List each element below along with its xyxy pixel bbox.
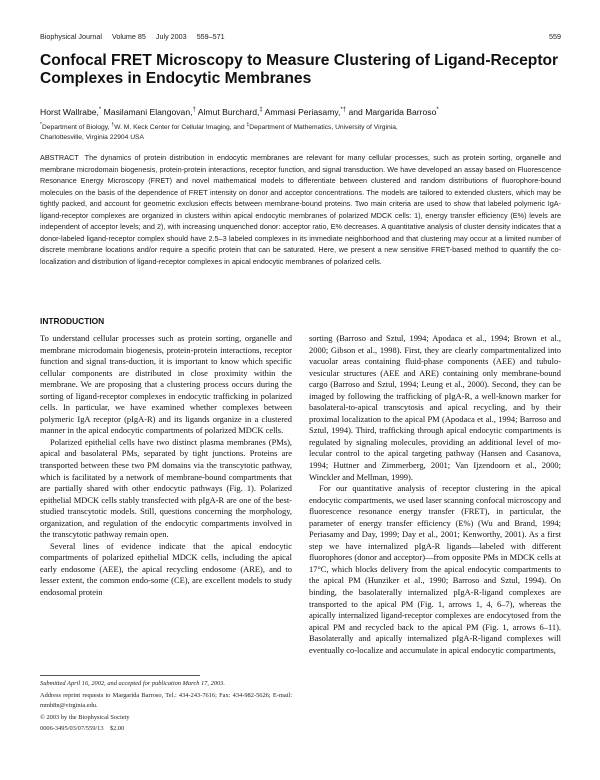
author-list	[40, 107, 570, 117]
paragraph: Polarized epithelial cells have two distinct plasma membranes (PMs), apical and basolateral PMs, separated by tight junctions. Proteins are transported between these two PM domains via the transcytotic pathway, which is facilitated by a network of membrane-bound compartments that are partially shared with other endocytic pathways (Fig. 1). Polarized epithelial MDCK cells stably transfected with pIgA-R are one of the best-studied transcytotic models. Still, questions concerning the morphology, organization, and regulation of the endocytic compartments involved in the transcytotic pathway remain open.	[40, 436, 292, 540]
author: Horst Wallrabe,*	[40, 107, 102, 117]
abstract-text: The dynamics of protein distribution in endocytic membranes are relevant for many cellular processes, such as protein sorting, organelle and membrane microdomain biogenesis, protein-protein interactions, receptor function, and signal transduction. We have developed an assay based on Fluorescence Resonance Energy Microscopy (FRET) and novel mathematical models to differentiate between clustered and random distributions of fluorophore-bound molecules on the basis of the dependence of FRET intensity on donor and acceptor concentrations. The models are tailored to extended clusters, which may be tightly packed, and account for geometric exclusion effects between membrane-bound proteins. Two main criteria are used to show that labeled polymeric IgA-ligand-receptor complexes are organized in clusters within apical endocytic membranes of polarized MDCK cells: 1), energy transfer efficiency (E%) levels are independent of acceptor levels; and 2), with increasing unquenched donor: acceptor ratio, E% decreases. A quantitative analysis of cluster density indicates that a donor-labeled ligand-receptor complex should have 2.5–3 labeled complexes in its immediate neighborhood and that clustering may occur at a limited number of discrete membrane locations and/or require a specific protein that can be saturated. Here, we present a new sensitive FRET-based method to quantify the co-localization and distribution of ligand-receptor complexes in apical endocytic membranes of polarized cells.	[40, 153, 561, 266]
submission-dates: Submitted April 16, 2002, and accepted for publication March 17, 2003.	[40, 680, 225, 687]
left-column	[40, 333, 292, 599]
abstract-label: ABSTRACT	[40, 153, 79, 162]
page-range: 559–571	[196, 32, 225, 41]
author: Masilamani Elangovan,†	[103, 107, 196, 117]
right-column	[309, 333, 561, 656]
paragraph: sorting (Barroso and Sztul, 1994; Apodaca et al., 1994; Brown et al., 2000; Gibson et al., 1998). First, they are clearly compartmentalized into vacuolar areas containing fluid-phase components (AEE) and tubulo-vesicular structures (AEE and ARE) containing only membrane-bound cargo (Barroso and Sztul, 1994; Leung et al., 2000). Second, they can be imaged by following the trafficking of pIgA-R, a well-known marker for basolateral-to-apical transcytosis and apical recycling, and by their proximal localization to the apical PM (Apodaca et al., 1994; Barroso and Sztul, 1994). Third, trafficking through apical endocytic compartments is regulated by signaling molecules, providing an additional level of mo-lecular control to the apical targeting pathway (Hansen and Casanova, 1994; Huttner and Zimmerberg, 2001; Van Ijzendoorn et al., 2000; Winckler and Mellman, 1999).	[309, 333, 561, 482]
affiliations: *Department of Biology, †W. M. Keck Center for Cellular Imaging, and ‡Department of Mathematics, University of Virginia, Charlottesville, Virginia 22904 USA	[40, 120, 570, 143]
journal-name: Biophysical Journal	[40, 32, 102, 41]
paragraph: Several lines of evidence indicate that the apical endocytic compartments of polarized epithelial MDCK cells, including the apical early endosome (AEE), the apical recycling endosome (ARE), and to lesser extent, the common endo-some (CE), are excellent models to study endosomal protein	[40, 540, 292, 598]
author: Almut Burchard,‡	[197, 107, 263, 117]
author: Ammasi Periasamy,*†	[264, 107, 347, 117]
running-head	[40, 32, 561, 41]
page-number: 559	[549, 32, 561, 41]
footnote-divider	[40, 675, 200, 676]
abstract	[40, 152, 561, 267]
affiliation-location: Charlottesville, Virginia 22904 USA	[40, 134, 144, 142]
article-code: 0006-3495/03/07/559/13 $2.00	[40, 725, 125, 733]
footnotes	[40, 679, 292, 736]
reprint-address: Address reprint requests to Margarida Barroso, Tel.: 434-243-7616; Fax: 434-982-5626; E-mail: mmb8n@virginia.edu.	[40, 691, 292, 709]
paragraph: To understand cellular processes such as protein sorting, organelle and membrane microdomain biogenesis, protein-protein interactions, receptor function and signal trans-duction, it is important to know which specific cellular components are distributed in close proximity within the membrane. We are proposing that a clustering process occurs during the sorting of ligand-receptor complexes in endocytic trafficking in polarized cells. In particular, we have examined whether complexes between polymeric IgA receptor (pIgA-R) and its ligands organize in a clustered manner in the apical endocytic compartments of polarized MDCK cells.	[40, 333, 292, 436]
section-heading-introduction: INTRODUCTION	[40, 316, 105, 326]
journal-date: July 2003	[155, 32, 187, 41]
journal-volume: Volume 85	[111, 32, 146, 41]
copyright: © 2003 by the Biophysical Society	[40, 713, 130, 721]
paper-title: Confocal FRET Microscopy to Measure Clustering of Ligand-Receptor Complexes in Endocytic Membranes	[40, 52, 559, 87]
author: and Margarida Barroso*	[348, 107, 439, 117]
paragraph: For our quantitative analysis of receptor clustering in the apical endocytic compartments, we used laser scanning confocal microscopy and fluorescence resonance energy transfer (FRET), in particular, the parameter of energy transfer efficiency (E%) (Wu and Brand, 1994; Periasamy and Day, 1999; Day et al., 2001; Kenworthy, 2001). As a first step we have internalized pIgA-R ligands—labeled with different fluorophores (donor and acceptor)—from opposite PMs in MDCK cells at 17°C, which blocks delivery from the apical endocytic compartments to the apical PM (Hunziker et al., 1990; Barroso and Sztul, 1994). On binding, the basolaterally internalized pIgA-R-ligand complexes are transported to the apical PM (Fig. 1, arrows 1, 4, 6–7), whereas the apically internalized ligand-receptor complexes are endocytosed from the apical PM and recycled back to the apical PM (Fig. 1, arrows 6–11). Basolaterally and apically internalized pIgA-R-ligand complexes will eventually co-localize and accumulate in apical endocytic compartments,	[309, 483, 561, 655]
